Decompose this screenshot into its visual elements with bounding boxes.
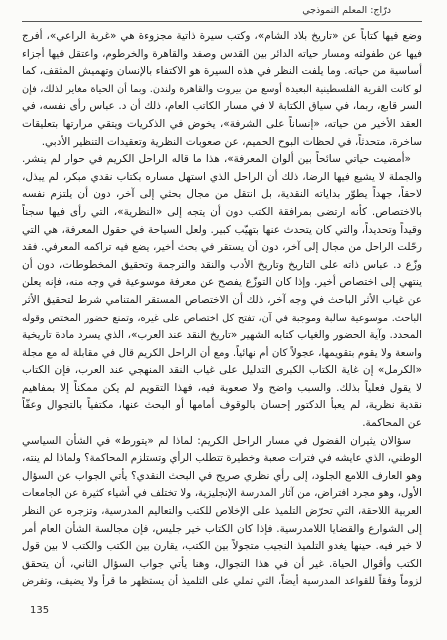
text-line: المحدد. وآية الحضور والغياب كتابه الشهير «تاريخ النقد عند العرب»، الذي يسرد مادة تاريخية: [22, 329, 422, 342]
running-header: درّاج: المعلم النموذجي: [302, 5, 391, 16]
text-line: فيها عن طفولته ومسار حياته الدائر بين القدس وصفد والقاهرة والخرطوم، واعتقل فيها أجزاء: [22, 47, 422, 60]
text-line: نقدية نظرية، لم يعبأ الدكتور إحسان بالوقوف أمامها أو البحث عنها، مكتفياً بالتجوال وعفّاً: [22, 399, 422, 412]
text-line: الأول، وهو مجرد افتراض، من آثار المدرسة الإنجليزية، ولا تختلف في أشياء كثيرة عن الجامعات: [22, 487, 422, 500]
text-line: الوطني، الذي عايشه في فترات صعبة وخطيرة تتطلب الرأي وتستلزم المحاكمة؟ ولماذا لم ينته،: [22, 452, 422, 465]
text-line: رحّلت الراحل من مجال إلى آخر، دون أن يستقر في بحث أخير، يضع فيه تراكمه المعرفي. فقد: [22, 241, 422, 254]
text-line: أساسية من حياته. وما يلفت النظر في هذه السيرة هو الاكتفاء بالإنسان وتهميش المثقف، كما: [22, 65, 422, 78]
text-line: «أمضيت حياتي سائحاً بين ألوان المعرفة»، هذا ما قاله الراحل الكريم في حوار لم ينشر.: [22, 153, 411, 166]
header-rule: [22, 21, 422, 22]
text-line: إلى الشوارع والقضايا اللامدرسية. فإذا كان الكتاب خير جليس، فإن مجالسة الشأن العام أمر: [22, 522, 422, 535]
text-line: لزوماً وفقاً للقواعد المدرسية أيضاً، التي تملي على التلميذ أن يستظهر ما قرأ ولا يضيف، وتفرض: [22, 576, 422, 588]
text-line: الكتب وأقوال الحياة. غير أن في هذا التجوال، وهنا يأتي جواب السؤال الثاني، أن يتحقق: [22, 557, 422, 570]
text-line: ينتهي إلى اختصاص أخير. وإذا كان التوزّع يفصح عن معرفة موسوعية في وجه منه، فإنه يعلن: [22, 276, 422, 289]
paragraph-2: [22, 151, 422, 433]
text-line: لو كانت القرية الفلسطينية البعيدة أوسع من بيروت والقاهرة ولندن. وبما أن الحياة مغاير لذلك، فإن: [22, 83, 422, 95]
text-line: ساخرة، متحدثاً، في لحظات البوح الحميم، عن صعوبات النظرية وتعقيدات التنظير الأدبي.: [41, 135, 422, 148]
text-line: عن المحاكمة.: [362, 417, 422, 430]
text-line: وضع فيها كتاباً عن «تاريخ بلاد الشام»، وكتب سيرة ذاتية مجزوءة هي «غربة الراعي»، أفرج: [22, 30, 422, 42]
text-line: لا خير فيه. حينها يغدو التلميذ النجيب متجولاً بين الكتب، يقارن بين الكتب والكتب لا بين قول: [22, 540, 422, 553]
body-text: [22, 28, 422, 591]
text-line: وقيداً وتحديداً، والتي كان يتحدث عنها بتهيّب كبير. ولعل السياحة في حقول المعرفة، هي التي: [22, 223, 422, 236]
text-line: السر قابع، ربما، في سياق الكتابة لا في مسار الكاتب العام، ذلك أن د. عباس رأى نفسه، في: [22, 100, 422, 113]
text-line: والجملة لا يشيع فيها الرضا، ذلك أن الراحل الذي استهل مساره بكتاب نقدي مبكر، لم يبذل،: [22, 170, 422, 183]
text-line: بالاختصاص. كأنه ارتضى بمرافقة الكتب دون أن يتجه إلى «النظرية»، التي رأى فيها سجناً: [22, 205, 422, 218]
text-line: «الكرمل» إن غاية الكتاب الكبرى التدليل على غياب النقد المنهجي عند العرب، فإن الكتاب: [22, 364, 422, 377]
text-line: لاحقاً، جهداً يطوّر بداياته النقدية، بل انتقل من مجال بحثي إلى آخر، دون أن يلتزم نفسه: [22, 188, 422, 201]
text-line: العقد الأخير من حياته، «إنساناً على الشرفة»، يخوض في الذكريات ويتقي مرارتها بتعليقات: [22, 117, 422, 130]
paragraph-1: [22, 28, 422, 151]
text-line: واسعة ولا يقوم بتقويمها، عجولاً كان أم نهائياً. ومع أن الراحل الكريم قال في مقابلة له مع مجلة: [22, 346, 422, 359]
text-line: العربية اللاحقة، التي تحرّض التلميذ على الإخلاص للكتب والتعاليم المدرسية، وتزجره عن النظر: [22, 505, 422, 518]
text-line: وزّع د. عباس ذاته على التاريخ وتاريخ الأدب والنقد والترجمة وتحقيق المخطوطات، دون أن: [22, 258, 422, 271]
text-line: الباحث. موسوعية سالبة وموجبة في آن، تفتح كل اختصاص على غيره، وتمنع حضور المختص وقوله: [22, 312, 422, 324]
text-line: سؤالان يثيران الفضول في مسار الراحل الكريم: لماذا لم «يتورط» في الشأن السياسي: [22, 434, 411, 447]
text-line: لا يقول فعلياً بذلك. والسبب واضح ولا صعوبة فيه، فهذا التقويم لم يكن ممكناً إلا بمفاهيم: [22, 381, 422, 394]
page-number: 135: [30, 605, 50, 616]
paragraph-3: [22, 433, 422, 591]
text-line: عن غياب الأثر الباحث في وجه آخر، ذلك أن الاختصاص المستقر المتنامي شرط لتحقيق الأثر: [22, 293, 422, 306]
text-line: وهو العارف اللامع الجلود، إلى رأي نظري صريح في البحث النقدي؟ يأتي الجواب عن السؤال: [22, 469, 422, 482]
